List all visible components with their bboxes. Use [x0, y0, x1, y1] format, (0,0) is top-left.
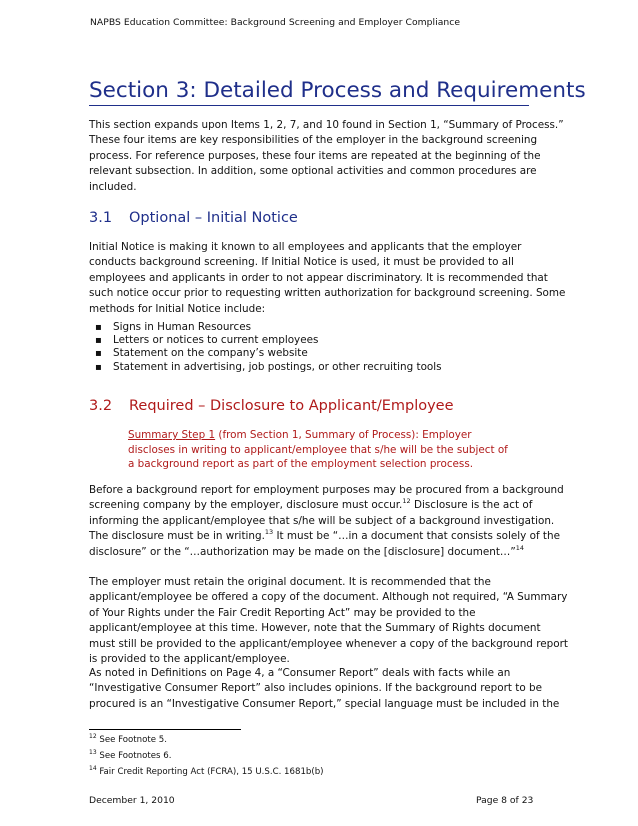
footnote — [89, 735, 167, 745]
subsection-3-2-heading — [89, 398, 454, 414]
footer-page-number — [476, 795, 533, 806]
footnote — [89, 751, 171, 761]
subsection-3-1-heading — [89, 210, 298, 226]
footnote-ref[interactable]: 13 — [264, 528, 274, 537]
footnote — [89, 767, 324, 777]
list-item: ▪ Statement in advertising, job postings, or other recruiting tools — [95, 361, 442, 374]
footnote-ref[interactable]: 14 — [515, 543, 524, 552]
footnote-text: Fair Credit Reporting Act (FCRA), 15 U.S.C. 1681b(b) — [96, 767, 324, 777]
disclosure-paragraph — [89, 483, 569, 560]
footer-date: December 1, 2010 — [89, 795, 175, 806]
subsection-title: Required – Disclosure to Applicant/Employee — [129, 398, 454, 414]
retention-paragraph: The employer must retain the original document. It is recommended that the applicant/employee be offered a copy of the document. Although not required, “A Summary of Your Rights under the Fair Credit Reporting Act” may be provided to the applicant/employee at this time. However, note that the Summary of Rights document must still be provided to the applicant/employee whenever a copy of the background report is provided to the applicant/employee. — [89, 576, 568, 666]
list-item: ▪ Signs in Human Resources — [95, 321, 442, 334]
section-intro: This section expands upon Items 1, 2, 7, and 10 found in Section 1, “Summary of Process.” These four items are key responsibilities of the employer in the background screening process. For reference purposes, these four items are repeated at the beginning of the relevant subsection. In addition, some optional activities and common procedures are included. — [89, 119, 564, 193]
disclosure-text-b: Disclosure is the act of informing the applicant/employee that s/he will be subject of a background investigation. The disclosure must be in writing. — [89, 499, 555, 543]
page-count: 8 of 23 — [498, 795, 534, 806]
disclosure-text-a: Before a background report for employment purposes may be procured from a background screening company by the employer, disclosure must occur. — [89, 484, 564, 512]
footnote-number: 14 — [89, 765, 97, 772]
footnote-ref[interactable]: 12 — [402, 497, 411, 506]
initial-notice-methods-list — [95, 321, 442, 374]
summary-step-callout — [128, 428, 508, 472]
summary-step-text: (from Section 1, Summary of Process): Employer discloses in writing to applicant/employee that s/he will be the subject of a background report as part of the employment selection process. — [128, 429, 508, 471]
footnote-text: See Footnotes 6. — [96, 751, 172, 761]
footnote-separator — [89, 729, 241, 730]
footnote-number: 12 — [89, 733, 97, 740]
section-title: Section 3: Detailed Process and Requirements — [89, 78, 529, 106]
initial-notice-paragraph: Initial Notice is making it known to all employees and applicants that the employer conducts background screening. If Initial Notice is used, it must be provided to all employees and applicants in order to not appear discriminatory. It is recommended that such notice occur prior to requesting written authorization for background screening. Some methods for Initial Notice include: — [89, 241, 566, 315]
page-word: Page — [476, 795, 499, 806]
summary-step-link[interactable]: Summary Step 1 — [128, 429, 216, 441]
subsection-number: 3.1 — [89, 210, 113, 226]
list-item: ▪ Letters or notices to current employees — [95, 334, 442, 347]
running-header: NAPBS Education Committee: Background Screening and Employer Compliance — [90, 17, 461, 28]
subsection-number: 3.2 — [89, 398, 113, 414]
subsection-title: Optional – Initial Notice — [129, 210, 298, 226]
list-item: ▪ Statement on the company’s website — [95, 347, 442, 360]
footnote-text: See Footnote 5. — [96, 735, 167, 745]
disclosure-text-c: It must be “…in a document that consists solely of the disclosure” or the “…authorization may be made on the [disclosure] document…” — [89, 530, 560, 558]
footnote-number: 13 — [89, 749, 97, 756]
consumer-report-paragraph: As noted in Definitions on Page 4, a “Consumer Report” deals with facts while an “Investigative Consumer Report” also includes opinions. If the background report to be procured is an “Investigative Consumer Report,” special language must be included in the — [89, 667, 560, 710]
